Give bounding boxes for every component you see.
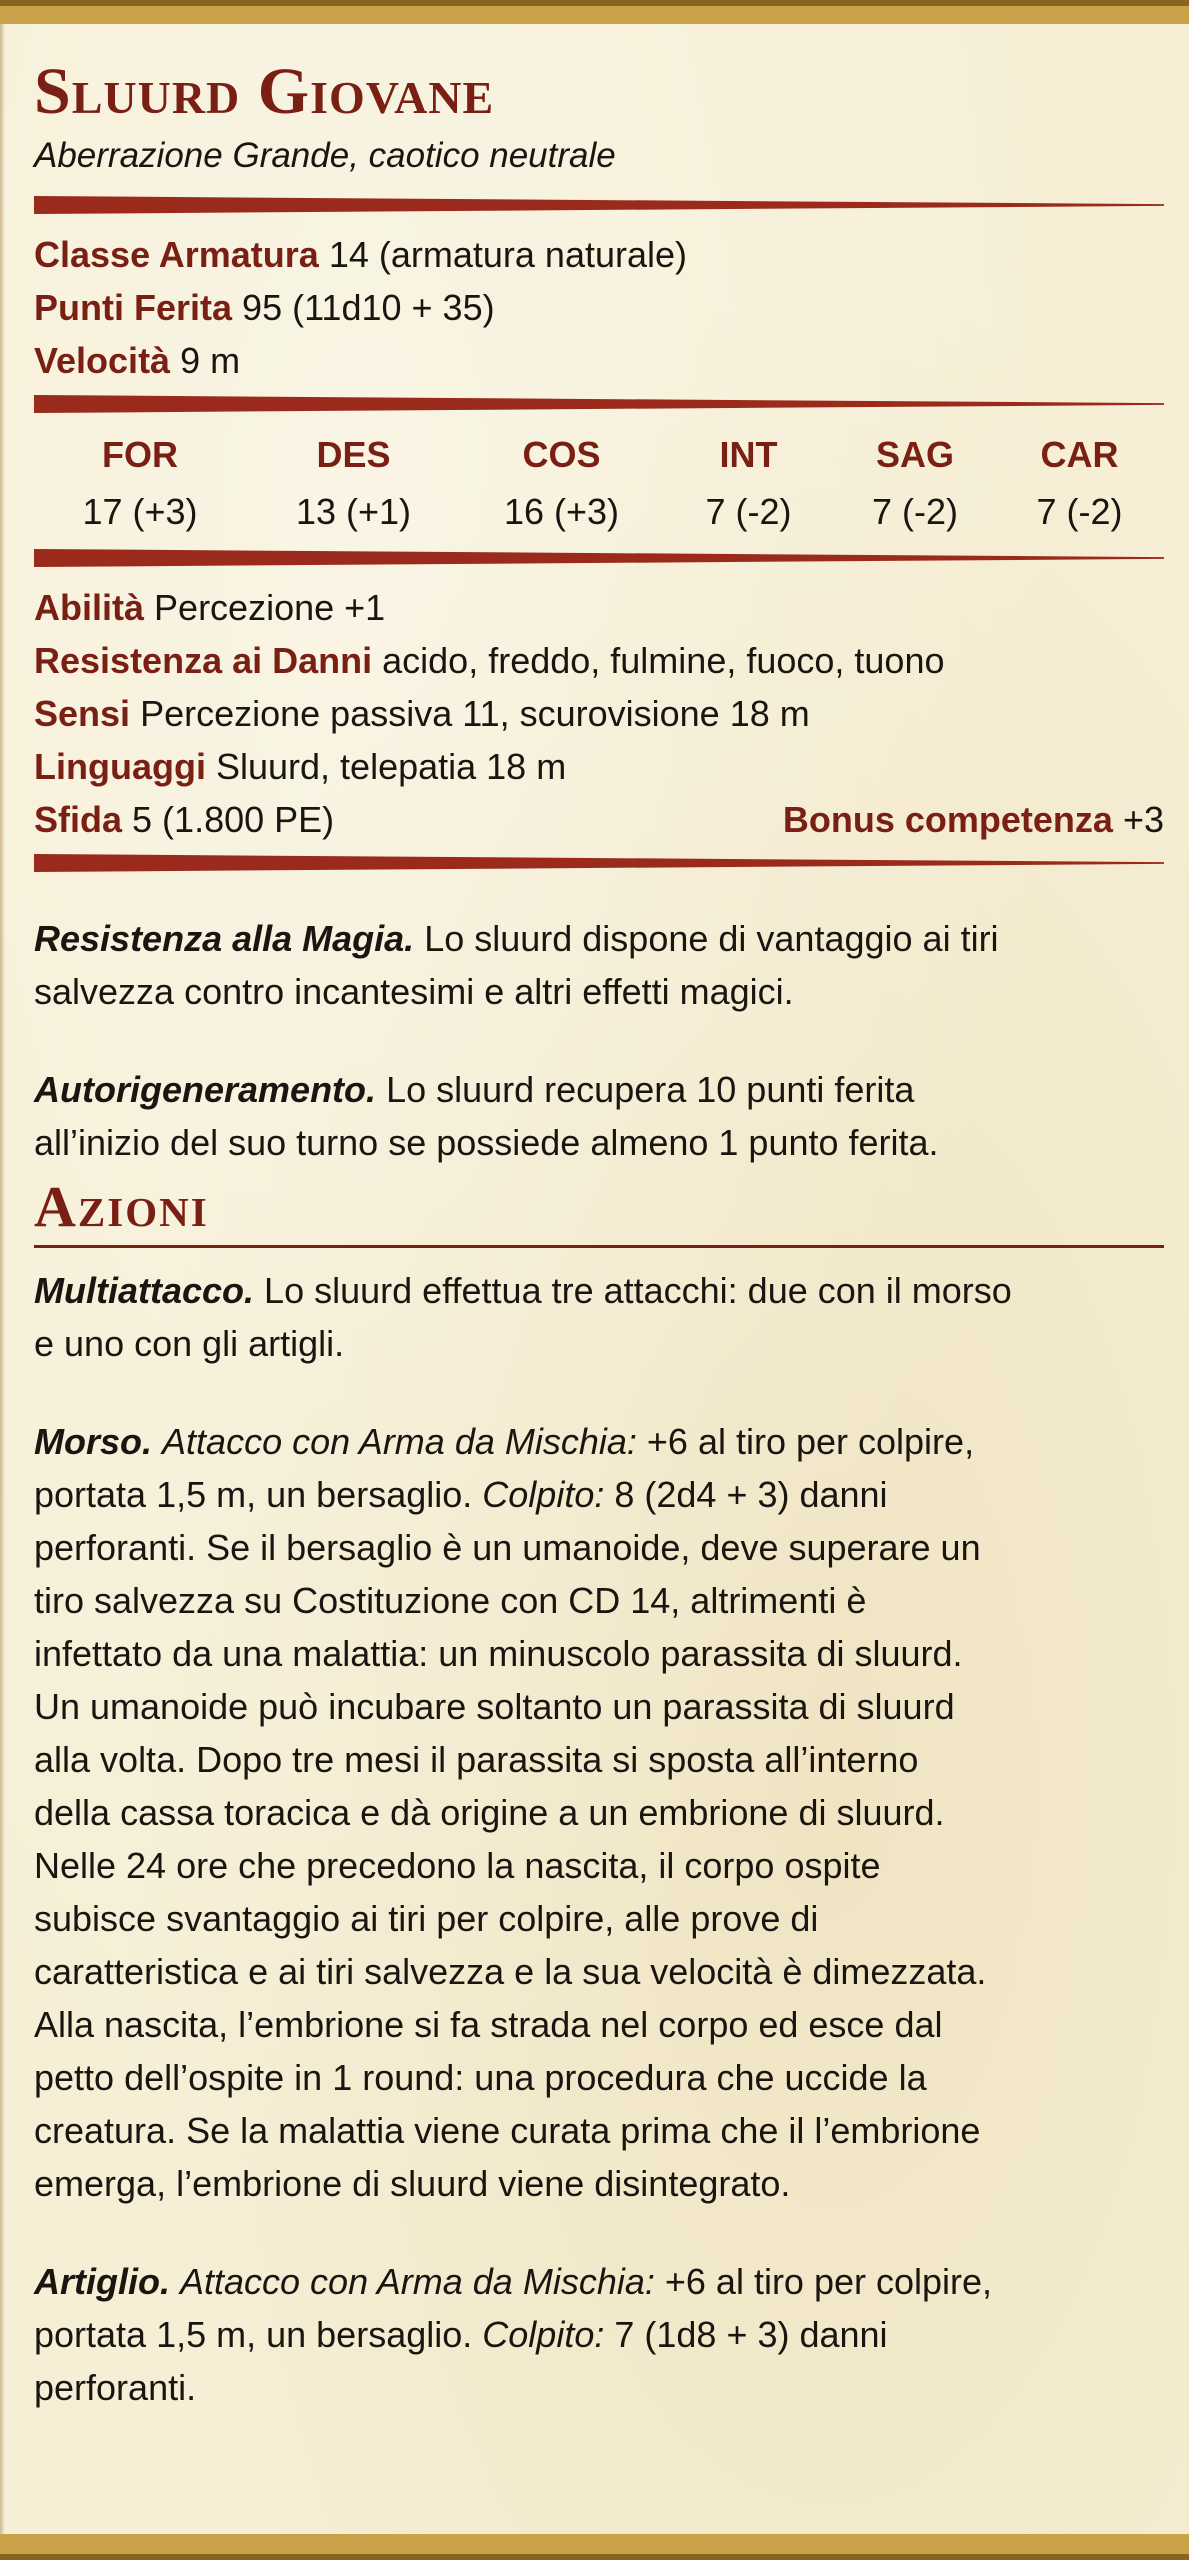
creature-type: Aberrazione Grande, caotico neutrale — [34, 136, 616, 175]
ability-value-int: 7 (-2) — [705, 491, 792, 532]
damage-resistances-label: Resistenza ai Danni — [34, 640, 373, 681]
speed — [34, 334, 1164, 387]
action-text: e uno con gli artigli. — [34, 1323, 345, 1364]
languages-label: Linguaggi — [34, 746, 206, 787]
action-text: Nelle 24 ore che precedono la nascita, il corpo ospite — [34, 1845, 881, 1886]
creature-name: Sluurd Giovane — [34, 55, 495, 128]
action-text: petto dell’ospite in 1 round: una procedura che uccide la — [34, 2057, 927, 2098]
damage-resistances-value: acido, freddo, fulmine, fuoco, tuono — [382, 640, 945, 681]
actions-rule — [34, 1245, 1164, 1248]
senses — [34, 687, 1164, 740]
languages — [34, 740, 1164, 793]
challenge — [34, 793, 334, 846]
action-text: caratteristica e ai tiri salvezza e la sua velocità è dimezzata. — [34, 1951, 987, 1992]
trait-magic-resistance — [34, 912, 1174, 1018]
trait-name: Resistenza alla Magia. — [34, 918, 415, 959]
ability-value-wis: 7 (-2) — [871, 491, 958, 532]
action-text: Alla nascita, l’embrione si fa strada nel corpo ed esce dal — [34, 2004, 943, 2045]
trait-text: Lo sluurd dispone di vantaggio ai tiri — [424, 918, 999, 959]
action-claw — [34, 2255, 1174, 2414]
attack-type: Attacco con Arma da Mischia: — [162, 1421, 637, 1462]
action-text: subisce svantaggio ai tiri per colpire, alle prove di — [34, 1898, 819, 1939]
page-edge-shadow — [0, 24, 5, 2534]
skills — [34, 581, 1164, 634]
action-text: 8 (2d4 + 3) danni — [614, 1474, 888, 1515]
action-multiattack — [34, 1264, 1174, 1370]
ability-name-str: FOR — [102, 434, 178, 475]
action-bite — [34, 1415, 1174, 2210]
ability-name-int: INT — [719, 434, 778, 475]
ability-name-dex: DES — [316, 434, 391, 475]
action-text: creatura. Se la malattia viene curata prima che il l’embrione — [34, 2110, 981, 2151]
skills-value: Percezione +1 — [154, 587, 386, 628]
languages-value: Sluurd, telepatia 18 m — [215, 746, 567, 787]
divider-3 — [34, 549, 1164, 567]
action-text: Un umanoide può incubare soltanto un parassita di sluurd — [34, 1686, 955, 1727]
divider-2 — [34, 395, 1164, 413]
ability-value-cha: 7 (-2) — [1036, 491, 1123, 532]
proficiency-bonus-label: Bonus competenza — [782, 799, 1113, 840]
proficiency-bonus-value: +3 — [1122, 799, 1164, 840]
hit-label: Colpito: — [482, 1474, 605, 1515]
divider-4 — [34, 854, 1164, 872]
senses-value: Percezione passiva 11, scurovisione 18 m — [140, 693, 810, 734]
action-name: Artiglio. — [34, 2261, 170, 2302]
trait-text: all’inizio del suo turno se possiede almeno 1 punto ferita. — [34, 1122, 939, 1163]
ability-value-dex: 13 (+1) — [295, 491, 412, 532]
action-text: della cassa toracica e dà origine a un embrione di sluurd. — [34, 1792, 945, 1833]
damage-resistances — [34, 634, 1164, 687]
speed-label: Velocità — [34, 340, 171, 381]
hit-points-value: 95 (11d10 + 35) — [242, 287, 495, 328]
action-name: Multiattacco. — [34, 1270, 255, 1311]
action-text: tiro salvezza su Costituzione con CD 14, altrimenti è — [34, 1580, 867, 1621]
proficiency-bonus — [783, 793, 1164, 846]
stat-block — [34, 50, 1164, 2414]
challenge-label: Sfida — [34, 799, 123, 840]
speed-value: 9 m — [180, 340, 241, 381]
action-text: 7 (1d8 + 3) danni — [614, 2314, 888, 2355]
hit-points-label: Punti Ferita — [34, 287, 233, 328]
trait-regeneration — [34, 1063, 1174, 1169]
ability-scores — [34, 427, 1164, 541]
trait-name: Autorigeneramento. — [34, 1069, 377, 1110]
trait-text: salvezza contro incantesimi e altri effetti magici. — [34, 971, 794, 1012]
hit-points — [34, 281, 1164, 334]
armor-class-label: Classe Armatura — [34, 234, 319, 275]
action-text: alla volta. Dopo tre mesi il parassita si sposta all’interno — [34, 1739, 919, 1780]
armor-class — [34, 228, 1164, 281]
trait-text: Lo sluurd recupera 10 punti ferita — [386, 1069, 915, 1110]
action-text: emerga, l’embrione di sluurd viene disintegrato. — [34, 2163, 791, 2204]
action-name: Morso. — [34, 1421, 153, 1462]
senses-label: Sensi — [34, 693, 131, 734]
hit-label: Colpito: — [482, 2314, 605, 2355]
divider-1 — [34, 196, 1164, 214]
attack-type: Attacco con Arma da Mischia: — [180, 2261, 655, 2302]
action-text: perforanti. — [34, 2367, 197, 2408]
ability-name-con: COS — [522, 434, 601, 475]
ability-value-str: 17 (+3) — [82, 491, 198, 532]
action-text: +6 al tiro per colpire, — [646, 1421, 975, 1462]
action-text: portata 1,5 m, un bersaglio. — [34, 1474, 473, 1515]
action-text: portata 1,5 m, un bersaglio. — [34, 2314, 473, 2355]
actions-heading: Azioni — [34, 1174, 209, 1239]
ability-name-wis: SAG — [875, 434, 954, 475]
armor-class-value: 14 (armatura naturale) — [328, 234, 687, 275]
action-text: +6 al tiro per colpire, — [664, 2261, 993, 2302]
ability-name-cha: CAR — [1040, 434, 1119, 475]
action-text: Lo sluurd effettua tre attacchi: due con il morso — [264, 1270, 1012, 1311]
action-text: infettato da una malattia: un minuscolo parassita di sluurd. — [34, 1633, 963, 1674]
action-text: perforanti. Se il bersaglio è un umanoide, deve superare un — [34, 1527, 981, 1568]
challenge-row — [34, 793, 1164, 846]
challenge-value: 5 (1.800 PE) — [132, 799, 335, 840]
ability-value-con: 16 (+3) — [503, 491, 620, 532]
skills-label: Abilità — [34, 587, 145, 628]
